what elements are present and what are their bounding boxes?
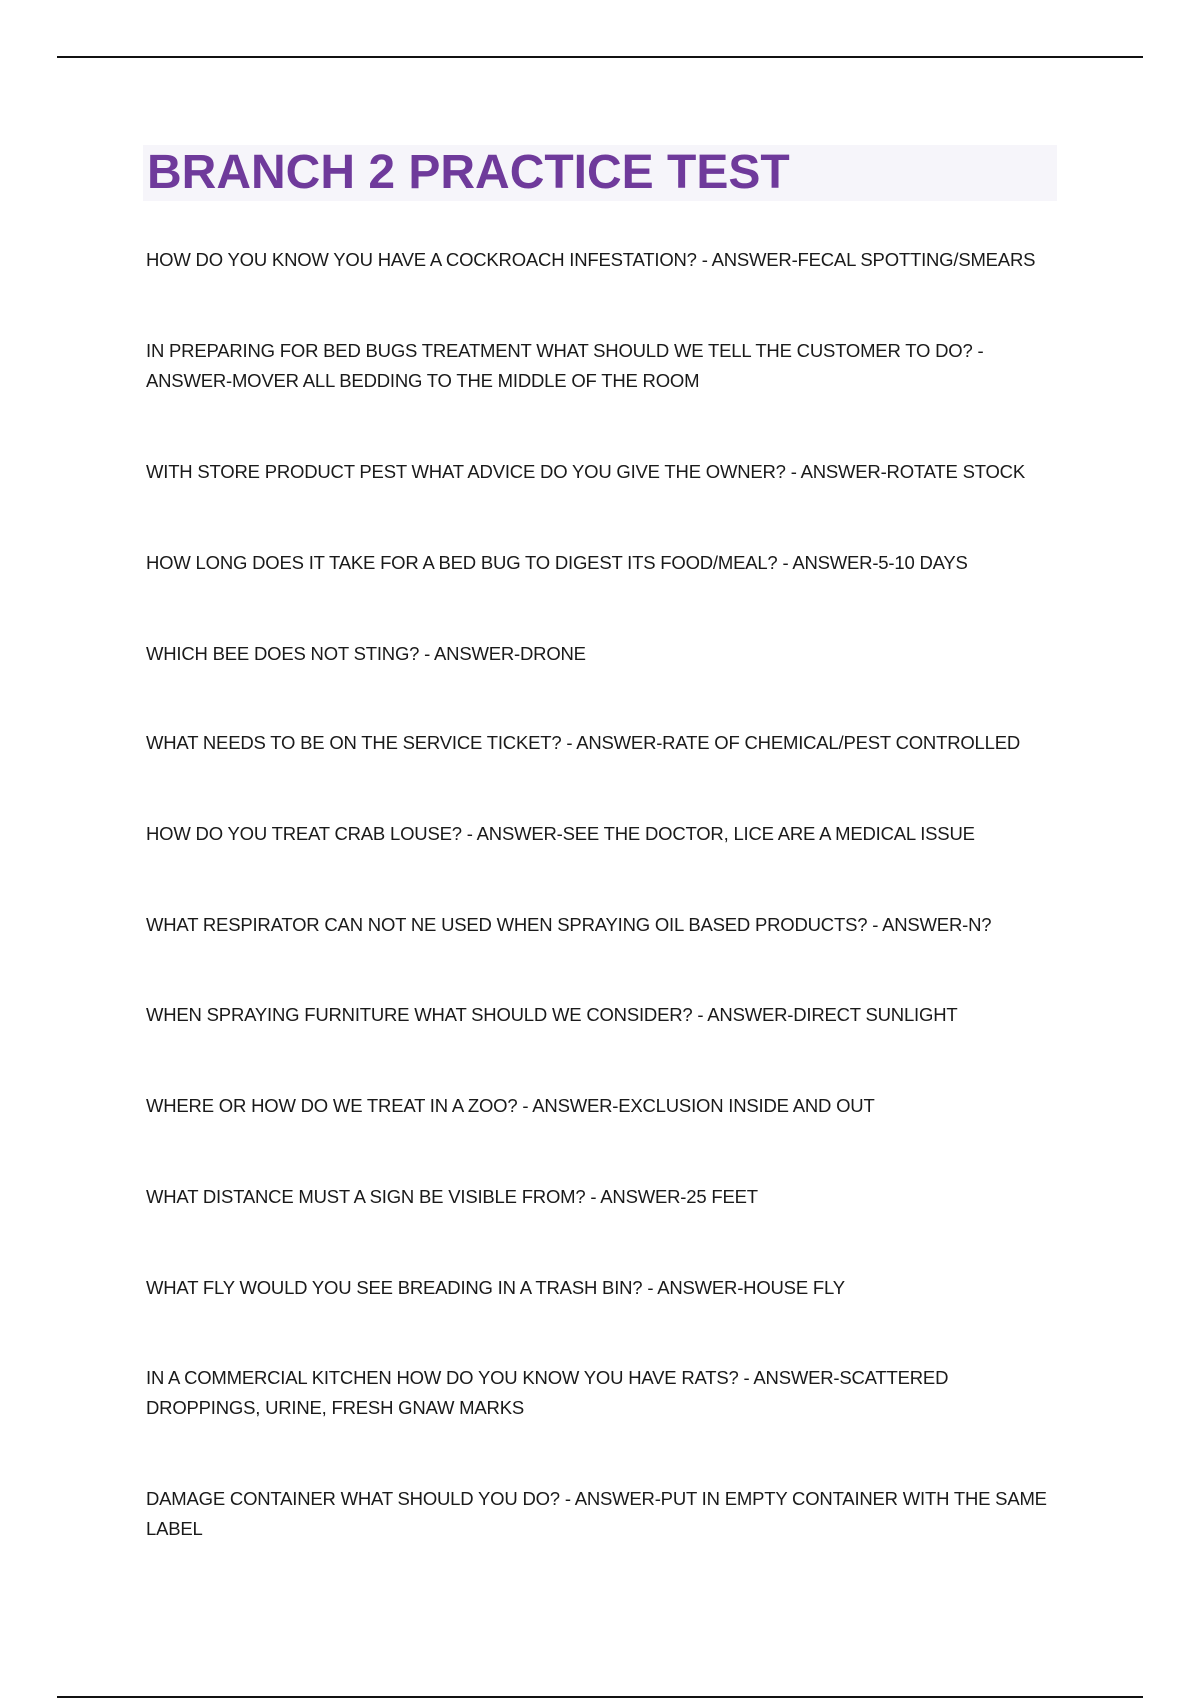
document-title: BRANCH 2 PRACTICE TEST: [147, 146, 790, 199]
top-rule: [57, 56, 1143, 58]
qa-item: WITH STORE PRODUCT PEST WHAT ADVICE DO YOU GIVE THE OWNER? - ANSWER-ROTATE STOCK: [146, 461, 1025, 482]
qa-item: HOW DO YOU TREAT CRAB LOUSE? - ANSWER-SEE THE DOCTOR, LICE ARE A MEDICAL ISSUE: [146, 823, 975, 844]
qa-item: WHERE OR HOW DO WE TREAT IN A ZOO? - ANSWER-EXCLUSION INSIDE AND OUT: [146, 1095, 875, 1116]
qa-item: DAMAGE CONTAINER WHAT SHOULD YOU DO? - ANSWER-PUT IN EMPTY CONTAINER WITH THE SAME LABEL: [146, 1488, 1047, 1539]
qa-item: WHICH BEE DOES NOT STING? - ANSWER-DRONE: [146, 643, 586, 664]
qa-item: HOW LONG DOES IT TAKE FOR A BED BUG TO DIGEST ITS FOOD/MEAL? - ANSWER-5-10 DAYS: [146, 552, 968, 573]
qa-item: WHEN SPRAYING FURNITURE WHAT SHOULD WE CONSIDER? - ANSWER-DIRECT SUNLIGHT: [146, 1004, 958, 1025]
qa-item: IN A COMMERCIAL KITCHEN HOW DO YOU KNOW YOU HAVE RATS? - ANSWER-SCATTERED DROPPINGS, URINE, FRESH GNAW MARKS: [146, 1367, 949, 1418]
qa-item: WHAT DISTANCE MUST A SIGN BE VISIBLE FROM? - ANSWER-25 FEET: [146, 1186, 758, 1207]
bottom-rule: [57, 1696, 1143, 1698]
qa-item: HOW DO YOU KNOW YOU HAVE A COCKROACH INFESTATION? - ANSWER-FECAL SPOTTING/SMEARS: [146, 249, 1036, 270]
qa-item: IN PREPARING FOR BED BUGS TREATMENT WHAT SHOULD WE TELL THE CUSTOMER TO DO? - ANSWER-MOVER ALL BEDDING TO THE MIDDLE OF THE ROOM: [146, 340, 984, 391]
qa-item: WHAT FLY WOULD YOU SEE BREADING IN A TRASH BIN? - ANSWER-HOUSE FLY: [146, 1277, 845, 1298]
qa-item: WHAT NEEDS TO BE ON THE SERVICE TICKET? - ANSWER-RATE OF CHEMICAL/PEST CONTROLLED: [146, 732, 1021, 753]
qa-item: WHAT RESPIRATOR CAN NOT NE USED WHEN SPRAYING OIL BASED PRODUCTS? - ANSWER-N?: [146, 914, 992, 935]
